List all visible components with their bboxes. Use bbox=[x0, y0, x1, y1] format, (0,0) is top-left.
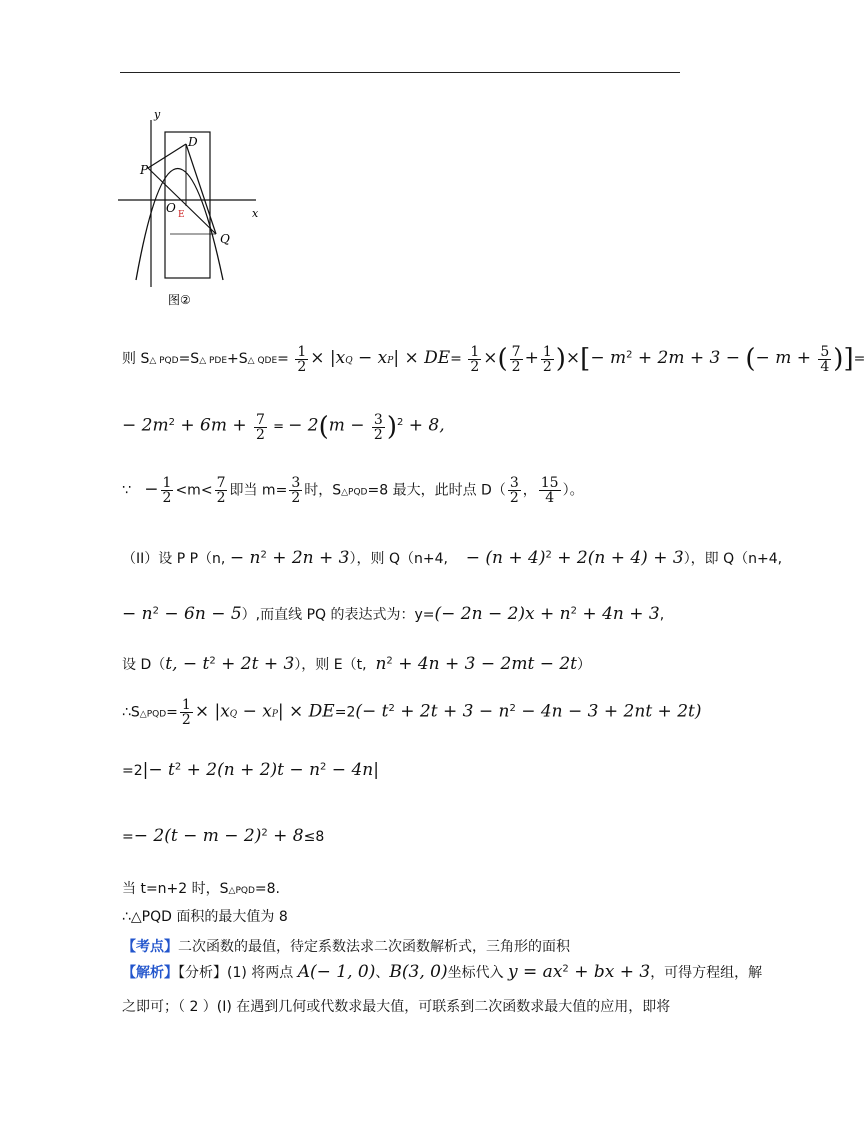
analysis-tag: 【解析】 bbox=[122, 965, 178, 981]
figure-caption: 图② bbox=[168, 293, 191, 307]
knowledge-point-line: 【考点】二次函数的最值，待定系数法求二次函数解析式，三角形的面积 bbox=[122, 939, 570, 955]
line-PQ-expression: − $n^2 - 6n - 5$）,而直线 PQ 的表达式为：$y=(- 2n - 2)x + n^2 + 4n + 3$, bbox=[122, 604, 665, 624]
knowledge-point-tag: 【考点】 bbox=[122, 939, 178, 955]
point-P-label: P bbox=[140, 163, 149, 177]
x-axis-label: x bbox=[252, 207, 259, 220]
area-abs-line: $=2|- t^2 + 2(n + 2)t - n^2 - 4n|$ bbox=[122, 760, 379, 780]
header-rule bbox=[120, 72, 680, 73]
point-Q-label: Q bbox=[220, 232, 230, 246]
area-expansion-line: ∴S△PQD= $\frac{1}{2}$ × $|xQ - xP| \times DE=2(- t^2 + 2t + 3 - n^2 - 4n - 3 + 2nt + 2t)$ bbox=[122, 697, 702, 728]
max-condition-line: ∵ − $\frac{1}{2}$ <m< $\frac{7}{2}$ 即当 m= $\frac{3}{2}$ 时，S△PQD=8 最大，此时点 D（ $\frac{3}{2}$ ， $\frac{15}{4}$ ）。 bbox=[122, 475, 584, 506]
point-O-label: O bbox=[166, 201, 176, 215]
part-two-setup-line: （II）设 P P（n, − $n^2 + 2n + 3$），则 Q（n+4, − $(n + 4)^2 + 2(n + 4) + 3$），即 Q（n+4, bbox=[122, 548, 783, 568]
y-axis-label: y bbox=[154, 108, 161, 121]
area-formula-line: 则 S△ PQD=S△ PDE+S△ QDE= $\frac{1}{2}$ × |xQ − xP| × DE= $\frac{1}{2}$ ×( $\frac{7}{2}$ + $\frac{1}{2}$ )×[− $m^2 + 2m + 3$ − (− m + $\frac{5}{4}$ )]= bbox=[122, 343, 865, 375]
segment-PD bbox=[148, 144, 186, 168]
conclusion-line: ∴△PQD 面积的最大值为 8 bbox=[122, 909, 288, 925]
parabola-figure bbox=[118, 102, 278, 317]
segment-PQ bbox=[148, 168, 216, 234]
point-D-label: D bbox=[188, 135, 198, 149]
max-at-t-line: 当 t=n+2 时，S△PQD=8. bbox=[122, 881, 280, 897]
analysis-continued-line: 之即可；（ 2 ）(I) 在遇到几何或代数求最大值，可联系到二次函数求最大值的应用，即将 bbox=[122, 999, 671, 1015]
segment-DQ bbox=[186, 144, 216, 234]
analysis-line: 【解析】【分析】(1) 将两点 A(− 1, 0)、B(3, 0)坐标代入 $y = ax^2$ + bx + 3，可得方程组，解 bbox=[122, 962, 763, 982]
fraction: $\frac{1}{2}$ bbox=[297, 343, 307, 375]
area-simplified-line: − $2m^2 + 6m$ + $\frac{7}{2}$ = − 2(m − $\frac{3}{2}$ )$^2$ + 8, bbox=[122, 411, 445, 443]
point-D-setup-line: 设 D（t, − $t^2 + 2t + 3$），则 E（t, $n^2 + 4n + 3 - 2mt - 2t$） bbox=[122, 654, 591, 674]
point-E-label: E bbox=[178, 210, 185, 220]
area-bound-line: =− $2(t - m - 2)^2 + 8\le 8$ bbox=[122, 826, 325, 846]
